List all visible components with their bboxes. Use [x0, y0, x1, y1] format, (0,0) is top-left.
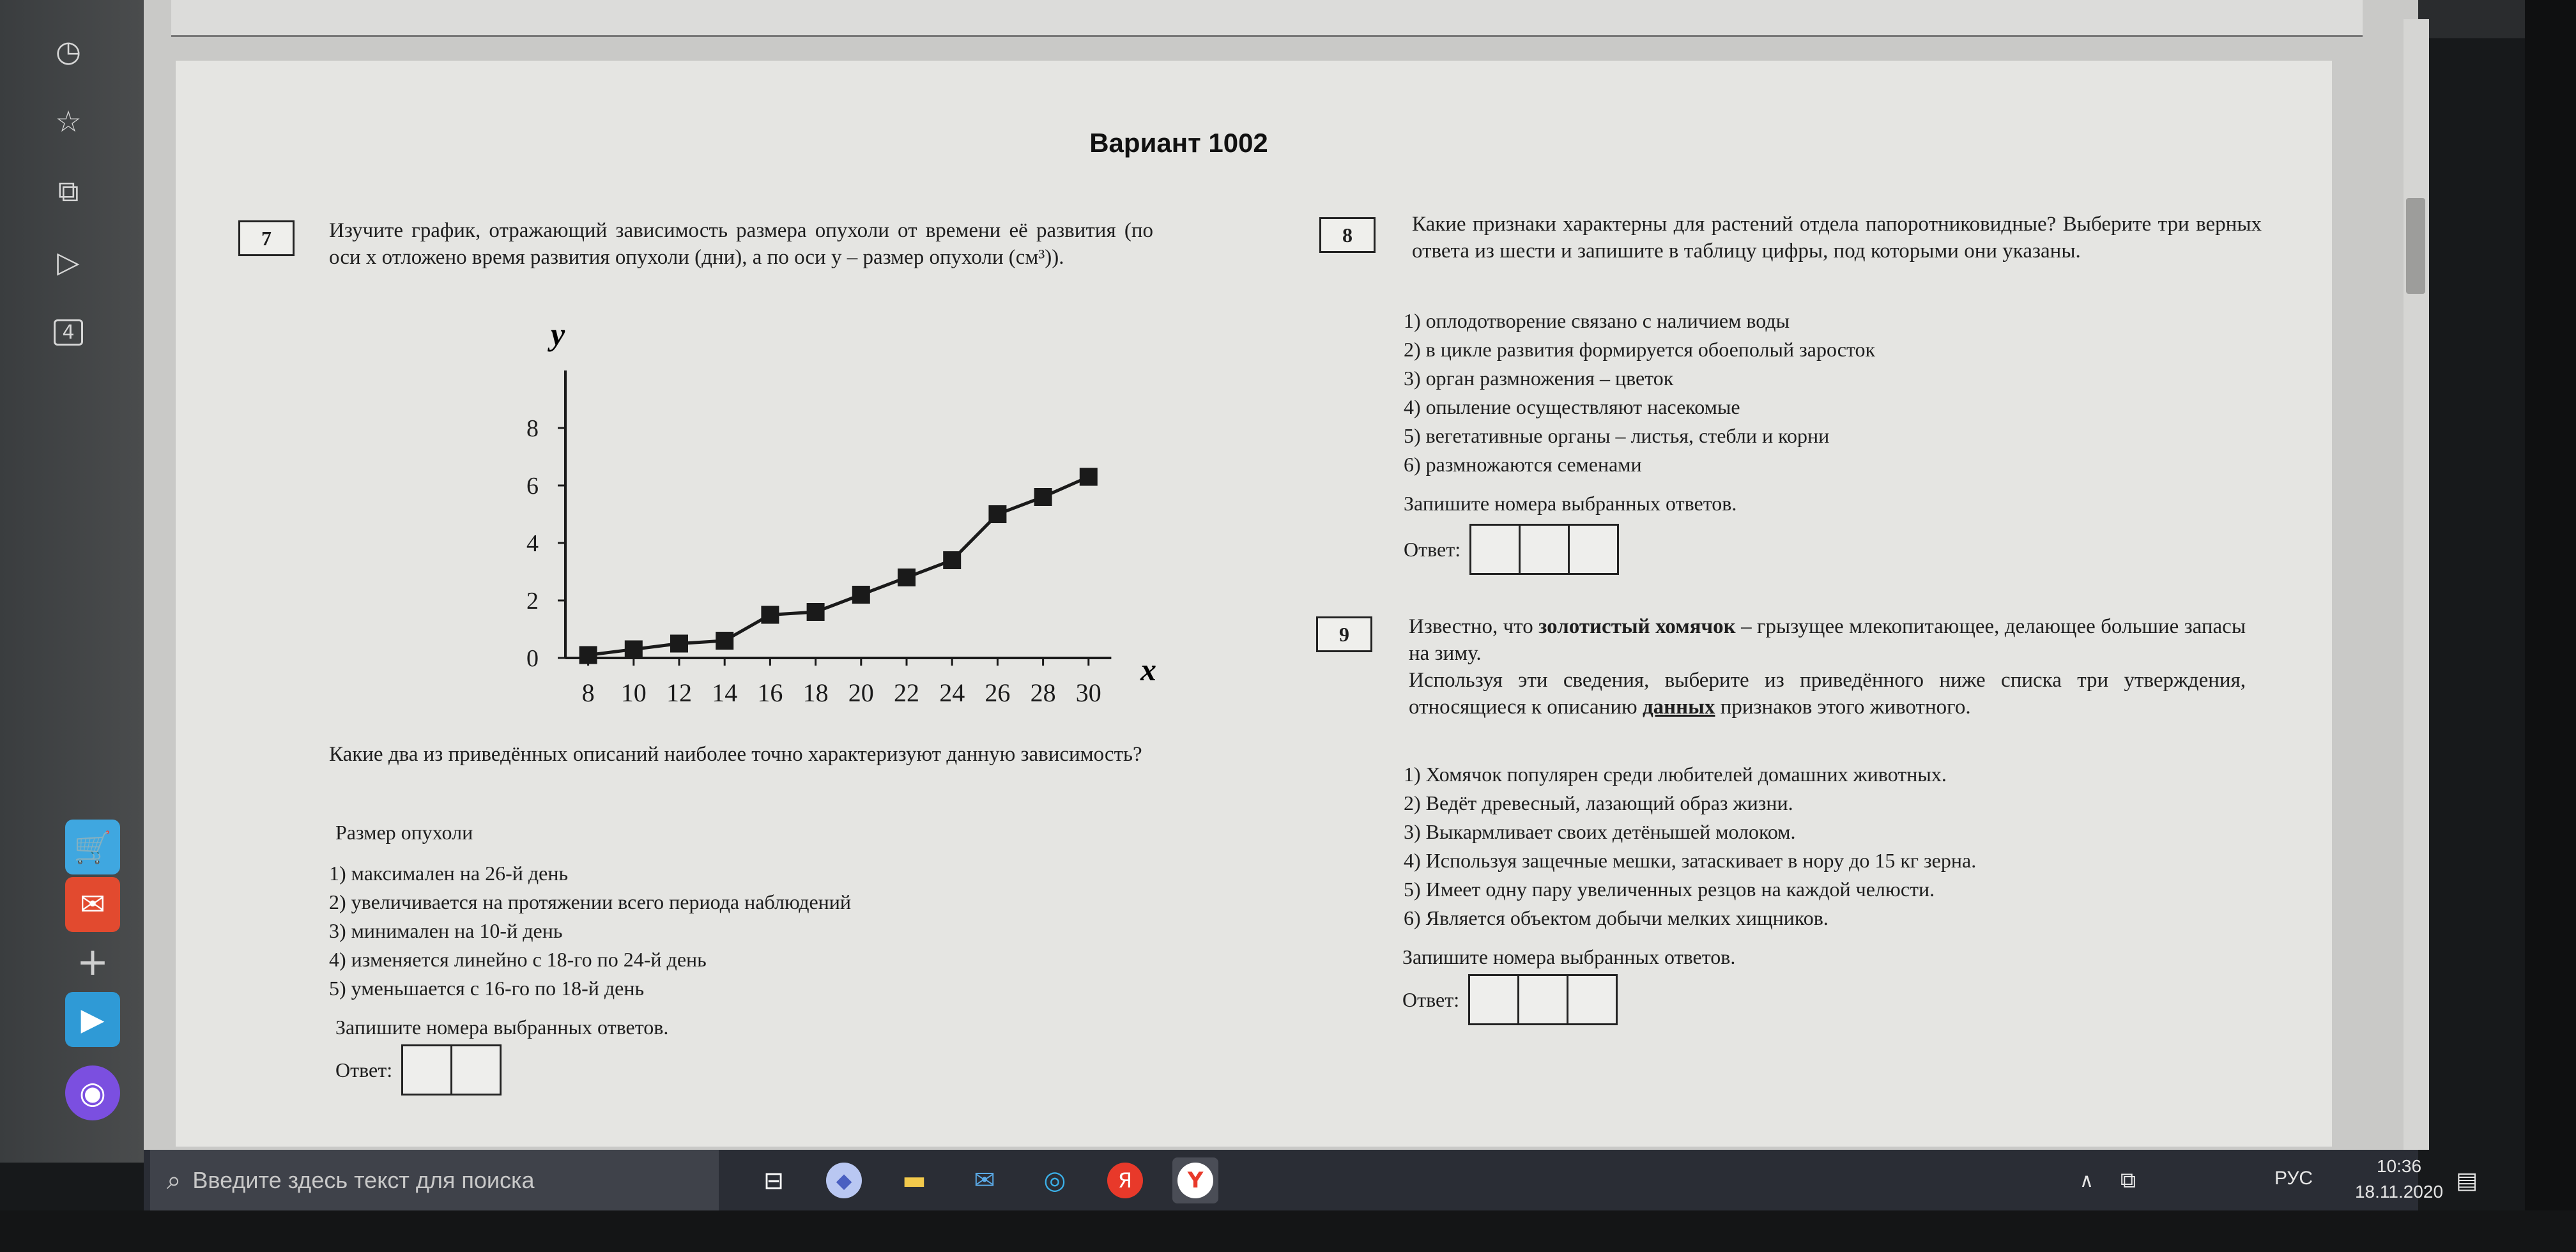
answer-cell-2[interactable] [450, 1044, 502, 1096]
chart-series-line [588, 477, 1089, 655]
x-tick-label: 20 [848, 678, 874, 707]
x-tick-label: 26 [985, 678, 1011, 707]
clock-date[interactable]: 18.11.2020 [2354, 1182, 2444, 1202]
file-explorer-icon[interactable]: ▬ [902, 1166, 926, 1195]
keyboard-language[interactable]: РУС [2274, 1168, 2313, 1189]
question-8-answer-row [1404, 524, 1617, 575]
x-tick-label: 8 [581, 678, 595, 707]
video-player-icon[interactable]: ▶ [65, 992, 120, 1047]
chart-ticks [526, 415, 1101, 707]
display-tray-icon[interactable]: ⧉ [2120, 1168, 2136, 1193]
option-item: 3) минимален на 10-й день [329, 919, 563, 942]
question-9-instruction: Запишите номера выбранных ответов. [1402, 945, 1736, 968]
x-tick-label: 24 [939, 678, 965, 707]
question-7-instruction: Запишите номера выбранных ответов. [335, 1016, 669, 1039]
question-8-options [1404, 307, 1875, 479]
yandex-music-icon[interactable]: Я [1102, 1157, 1148, 1203]
data-point-marker [943, 551, 961, 569]
taskbar-search-box[interactable] [150, 1150, 719, 1210]
x-tick-label: 12 [666, 678, 692, 707]
monitor-bezel-bottom [0, 1210, 2576, 1252]
y-tick-label: 4 [526, 530, 539, 557]
option-item: 5) уменьшается с 16-го по 18-й день [329, 977, 645, 1000]
answer-cell-2[interactable] [1517, 974, 1568, 1025]
answer-cell-1[interactable] [1469, 524, 1521, 575]
x-tick-label: 22 [894, 678, 919, 707]
question-8-instruction: Запишите номера выбранных ответов. [1404, 492, 1737, 515]
option-item: 2) увеличивается на протяжении всего периода наблюдений [329, 890, 852, 913]
x-tick-label: 16 [757, 678, 783, 707]
answer-label: Ответ: [335, 1058, 393, 1081]
add-app-plus-icon[interactable]: + [76, 940, 109, 984]
question-9-text-start: Известно, что [1409, 615, 1539, 638]
tumor-growth-chart [374, 316, 1223, 795]
option-item: 2) Ведёт древесный, лазающий образ жизни. [1404, 791, 1793, 814]
alice-assistant-icon[interactable]: ◉ [65, 1065, 120, 1120]
task-view-icon[interactable]: ⊟ [763, 1166, 784, 1195]
x-tick-label: 14 [712, 678, 738, 707]
question-7-options [329, 859, 851, 1003]
collections-icon[interactable]: ⧉ [57, 174, 79, 208]
notifications-icon[interactable]: ▤ [2455, 1167, 2478, 1194]
clock-time[interactable]: 10:36 [2376, 1156, 2422, 1176]
chart-axes [565, 370, 1111, 658]
x-tick-label: 18 [802, 678, 829, 707]
answer-cell-1[interactable] [1468, 974, 1519, 1025]
data-point-marker [625, 641, 643, 659]
answer-cell-2[interactable] [1519, 524, 1570, 575]
answer-cell-3[interactable] [1567, 974, 1618, 1025]
data-point-marker [807, 603, 825, 621]
answer-cell-3[interactable] [1568, 524, 1619, 575]
data-point-marker [670, 635, 688, 653]
option-item: 1) максимален на 26-й день [329, 862, 569, 885]
document-page [176, 61, 2332, 1147]
question-7-number: 7 [238, 220, 295, 256]
y-tick-label: 6 [526, 473, 539, 500]
history-clock-icon[interactable]: ◷ [55, 34, 82, 68]
chart-markers [579, 468, 1098, 664]
windows-taskbar [144, 1150, 2478, 1210]
option-item: 2) в цикле развития формируется обоеполый заросток [1404, 338, 1876, 361]
tray-expand-chevron-icon[interactable]: ∧ [2080, 1169, 2094, 1192]
option-item: 4) опыление осуществляют насекомые [1404, 395, 1740, 418]
question-7-prompt: Какие два из приведённых описаний наиболее точно характеризуют данную зависимость? [329, 743, 1142, 766]
monitor-bezel-right [2525, 0, 2576, 1252]
data-point-marker [1080, 468, 1098, 486]
y-tick-label: 8 [526, 415, 539, 442]
y-axis-label: y [551, 316, 565, 352]
page-scrollbar[interactable] [2404, 19, 2429, 1150]
video-play-icon[interactable]: ▷ [57, 245, 80, 279]
option-item: 3) орган размножения – цветок [1404, 367, 1674, 390]
data-point-marker [716, 632, 733, 650]
answer-cells [1469, 524, 1617, 575]
answer-cells [1468, 974, 1616, 1025]
option-item: 6) Является объектом добычи мелких хищников. [1404, 906, 1828, 929]
question-9-text [1409, 613, 2246, 721]
question-9-options [1404, 760, 1976, 933]
mail-icon[interactable]: ✉ [65, 877, 120, 932]
bookmarks-star-icon[interactable]: ☆ [55, 104, 82, 139]
option-item: 5) вегетативные органы – листья, стебли и корни [1404, 424, 1830, 447]
data-point-marker [898, 569, 916, 586]
question-9-task-start: Используя эти сведения, выберите из приведённого ниже списка три утверждения, относящиеся к описанию [1409, 669, 2246, 719]
data-point-marker [1034, 488, 1052, 506]
scrollbar-thumb[interactable] [2406, 198, 2425, 294]
data-point-marker [988, 505, 1006, 523]
search-placeholder: Введите здесь текст для поиска [192, 1166, 535, 1193]
data-point-marker [852, 586, 870, 604]
question-7-subheading: Размер опухоли [335, 821, 473, 844]
series-line [588, 477, 1089, 655]
question-9-bold-term: золотистый хомячок [1538, 615, 1736, 638]
alice-taskbar-icon[interactable]: ◆ [821, 1157, 867, 1203]
market-cart-icon[interactable]: 🛒 [65, 820, 120, 874]
x-tick-label: 28 [1030, 678, 1056, 707]
answer-cells [401, 1044, 500, 1096]
question-9-task-bold: данных [1642, 696, 1715, 719]
question-7-answer-row [335, 1044, 500, 1096]
data-point-marker [761, 606, 779, 624]
data-point-marker [579, 646, 597, 664]
question-9-task-end: признаков этого животного. [1715, 696, 1971, 719]
option-item: 5) Имеет одну пару увеличенных резцов на каждой челюсти. [1404, 878, 1935, 901]
option-item: 4) Используя защечные мешки, затаскивает в нору до 15 кг зерна. [1404, 849, 1977, 872]
tabs-count-text: 4 [54, 319, 82, 346]
previous-page-edge [171, 0, 2363, 37]
y-tick-label: 2 [526, 588, 539, 615]
y-tick-label: 0 [526, 645, 539, 672]
question-7-text: Изучите график, отражающий зависимость размера опухоли от времени её развития (по оси x отложено время развития опухоли (дни), а по оси y – размер опухоли (см³)). [329, 219, 1153, 269]
option-item: 6) размножаются семенами [1404, 453, 1642, 476]
yandex-browser-icon[interactable]: Y [1172, 1157, 1218, 1203]
option-item: 4) изменяется линейно с 18-го по 24-й день [329, 948, 707, 971]
edge-browser-icon[interactable]: ◎ [1043, 1166, 1066, 1195]
question-9-text-end: – грызущее млекопитающее, делающее большие запасы на зиму. [1409, 615, 2246, 665]
question-8-number: 8 [1319, 217, 1376, 253]
question-9-number: 9 [1316, 616, 1372, 652]
answer-label: Ответ: [1404, 537, 1461, 561]
option-item: 1) оплодотворение связано с наличием воды [1404, 309, 1790, 332]
mail-app-icon[interactable]: ✉ [974, 1166, 995, 1195]
question-8-text: Какие признаки характерны для растений отдела папоротниковидные? Выберите три верных ответа из шести и запишите в таблицу цифры, под которыми они указаны. [1412, 213, 2262, 263]
answer-cell-1[interactable] [401, 1044, 452, 1096]
question-9-answer-row [1402, 974, 1616, 1025]
option-item: 1) Хомячок популярен среди любителей домашних животных. [1404, 763, 1947, 786]
x-tick-label: 10 [620, 678, 647, 707]
x-tick-label: 30 [1075, 678, 1101, 707]
option-item: 3) Выкармливает своих детёнышей молоком. [1404, 820, 1796, 843]
variant-title: Вариант 1002 [1089, 128, 1268, 158]
tabs-count-badge[interactable] [46, 310, 91, 355]
answer-label: Ответ: [1402, 988, 1460, 1011]
browser-sidebar [0, 0, 144, 1163]
x-axis-label: x [1140, 652, 1156, 687]
search-icon: ⌕ [167, 1165, 181, 1195]
